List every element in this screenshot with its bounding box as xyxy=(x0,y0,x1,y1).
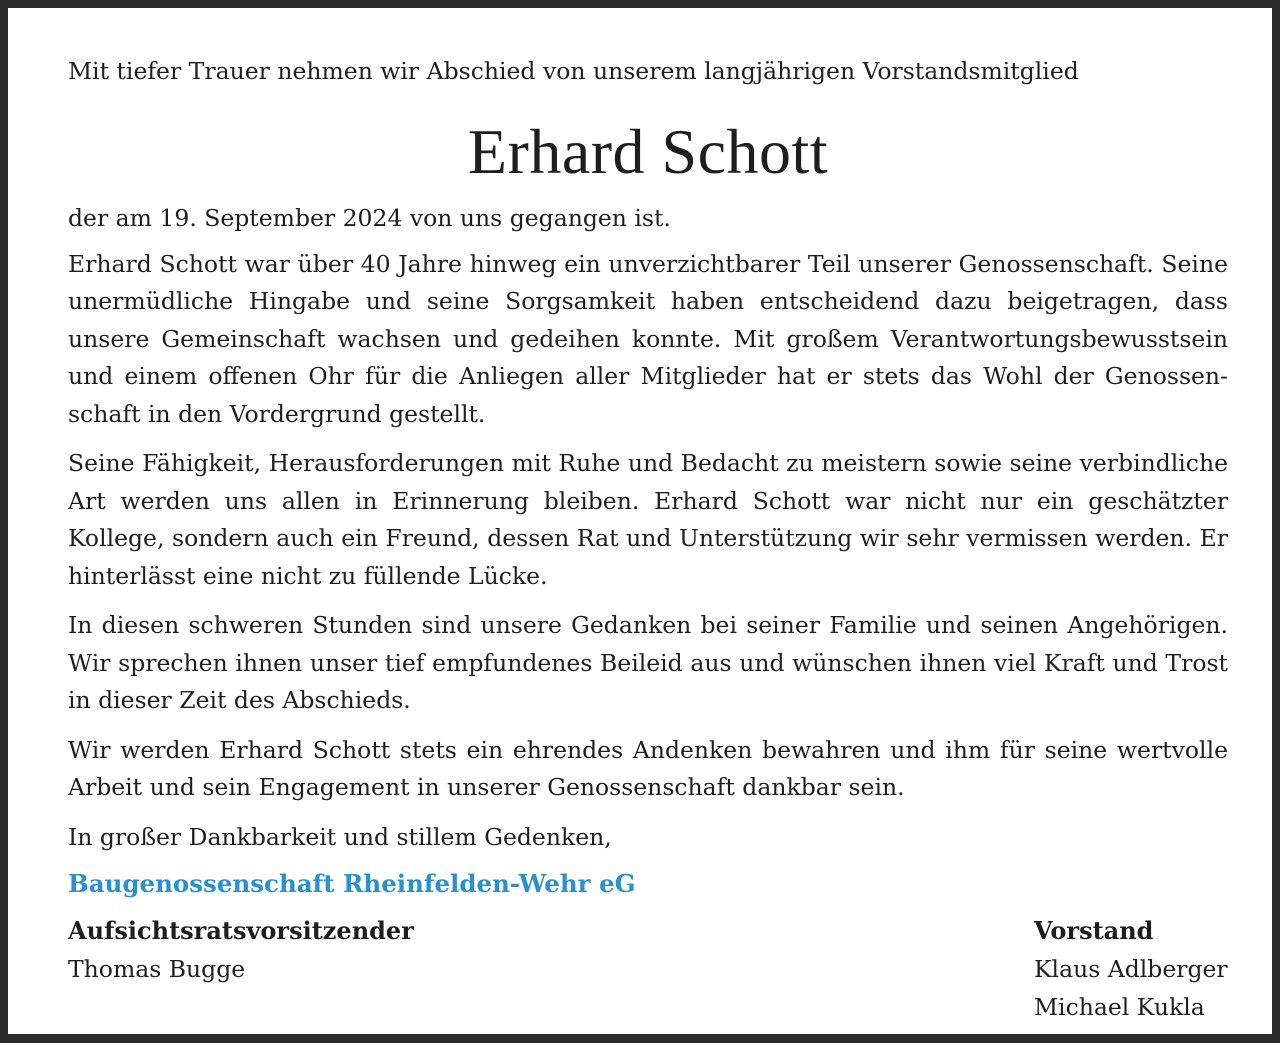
organization-name: Baugenossenschaft Rheinfelden-Wehr eG xyxy=(68,869,636,898)
intro-line: Mit tiefer Trauer nehmen wir Abschied von unserem langjährigen Vorstandsmitglied xyxy=(68,57,1079,85)
paragraph-remembrance: Wir werden Erhard Schott stets ein ehrendes Andenken bewahren und ihm für seine wertvolle Arbeit und sein Engagement in unserer Genossenschaft dankbar sein. xyxy=(68,735,1228,801)
signature-name: Michael Kukla xyxy=(1034,993,1205,1021)
paragraph-tribute: Erhard Schott war über 40 Jahre hinweg ein unverzichtbarer Teil unserer Genossenschaft. Seine unermüdliche Hingabe und seine Sorgsamkeit haben entscheidend dazu beigetragen, dass unsere Gemeinschaft wachsen und gedeihen konnte. Mit großem Verantwortungsbewusstsein und einem offenen Ohr für die Anliegen aller Mitglieder hat er stets das Wohl der Genossenschaft in den Vordergrund gestellt. xyxy=(68,249,1228,428)
signature-board xyxy=(1034,912,1228,1026)
paragraph-qualities: Seine Fähigkeit, Herausforderungen mit Ruhe und Bedacht zu meistern sowie seine verbindliche Art werden uns allen in Erinnerung bleiben. Erhard Schott war nicht nur ein geschätzter Kollege, sondern auch ein Freund, dessen Rat und Unterstützung wir sehr vermissen werden. Er hinterlässt eine nicht zu füllende Lücke. xyxy=(68,449,1228,590)
paragraph-condolence: In diesen schweren Stunden sind unsere Gedanken bei seiner Familie und seinen Angehörigen. Wir sprechen ihnen unser tief empfundenes Beileid aus und wünschen ihnen viel Kraft und Trost in dieser Zeit des Abschieds. xyxy=(68,611,1228,714)
date-line: der am 19. September 2024 von uns gegangen ist. xyxy=(68,204,671,232)
signature-supervisory-board xyxy=(68,912,414,988)
signature-title: Aufsichtsratsvorsitzender xyxy=(68,916,414,945)
notice-content xyxy=(68,52,1228,1032)
closing-line: In großer Dankbarkeit und stillem Gedenken, xyxy=(68,822,612,851)
signature-name: Klaus Adlberger xyxy=(1034,955,1228,983)
deceased-name: Erhard Schott xyxy=(467,116,829,187)
signatures xyxy=(68,912,1228,1032)
signature-name: Thomas Bugge xyxy=(68,955,246,983)
signature-title: Vorstand xyxy=(1034,916,1154,945)
